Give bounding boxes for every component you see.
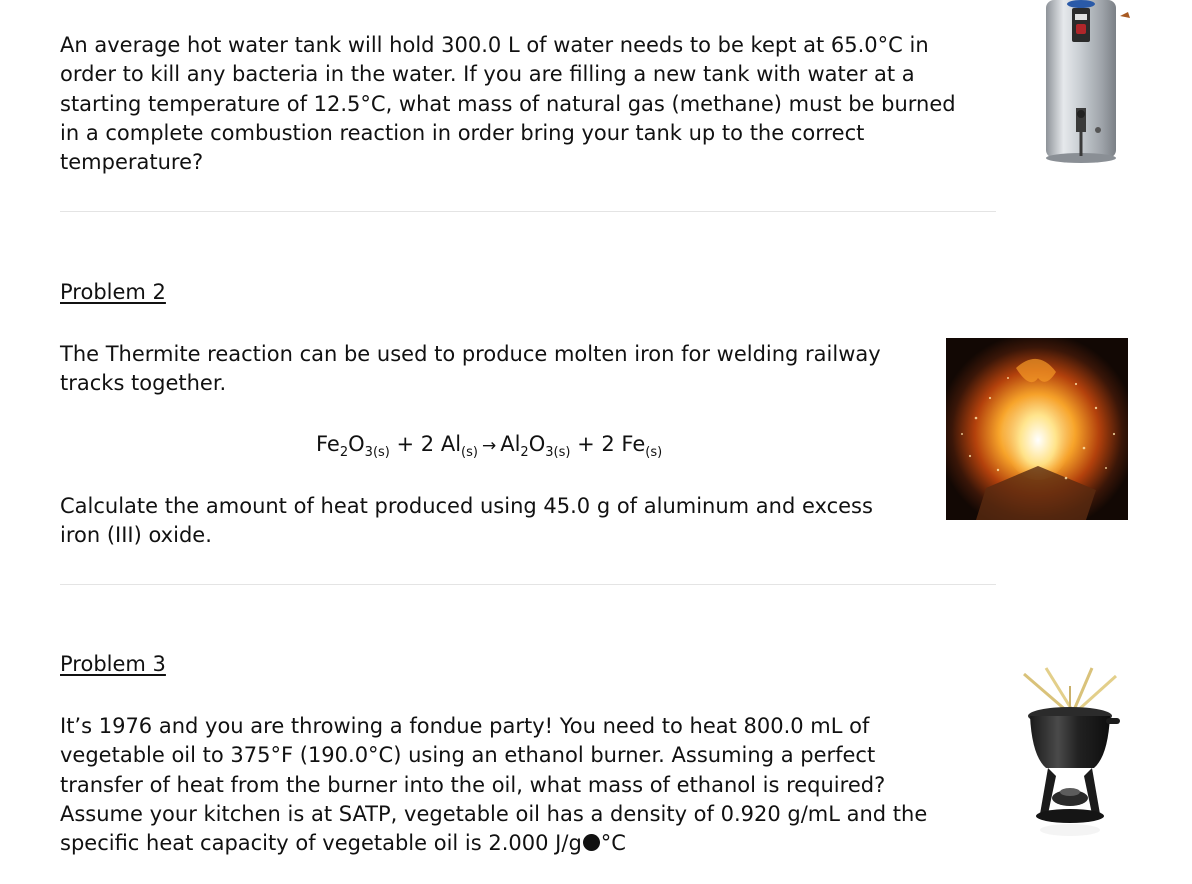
problem-2-question-line: iron (III) oxide. bbox=[60, 523, 212, 548]
equation-subscript: 3(s) bbox=[364, 445, 390, 461]
equation-text: O bbox=[348, 432, 365, 456]
thermite-equation bbox=[316, 429, 662, 461]
problem-2-intro-line: tracks together. bbox=[60, 371, 227, 396]
problem-2-intro-line: The Thermite reaction can be used to produce molten iron for welding railway bbox=[60, 342, 881, 366]
problem-1-line: order to kill any bacteria in the water. If you are filling a new tank with water at a bbox=[60, 62, 915, 87]
problem-1-line: in a complete combustion reaction in order bring your tank up to the correct bbox=[60, 120, 865, 145]
problem-3-line: Assume your kitchen is at SATP, vegetable oil has a density of 0.920 g/mL and the bbox=[60, 801, 928, 826]
problem-3-line bbox=[60, 829, 626, 858]
equation-text: Al bbox=[500, 432, 521, 456]
problem-3-heading: Problem 3 bbox=[60, 652, 166, 676]
problem-3-unit: °C bbox=[600, 831, 626, 856]
problem-1-line: starting temperature of 12.5°C, what mass of natural gas (methane) must be burned bbox=[60, 91, 956, 116]
equation-subscript: 2 bbox=[339, 445, 349, 461]
equation-text: Fe bbox=[316, 432, 340, 456]
section-divider bbox=[60, 584, 996, 585]
equation-subscript: (s) bbox=[645, 445, 663, 461]
equation-text: O bbox=[528, 432, 546, 456]
bullet-dot-icon bbox=[583, 834, 600, 851]
thermite-fire-image bbox=[946, 338, 1128, 520]
equation-text: + 2 Al bbox=[389, 432, 462, 456]
equation-text: + 2 Fe bbox=[570, 432, 646, 456]
problem-1-line: An average hot water tank will hold 300.0 L of water needs to be kept at 65.0°C in bbox=[60, 33, 929, 57]
equation-subscript: (s) bbox=[461, 445, 478, 461]
problem-3-last-line-text: specific heat capacity of vegetable oil is 2.000 J/g bbox=[60, 831, 582, 856]
problem-3-line: It’s 1976 and you are throwing a fondue party! You need to heat 800.0 mL of bbox=[60, 714, 870, 738]
reaction-arrow: → bbox=[481, 436, 497, 456]
water-heater-image bbox=[1036, 0, 1136, 168]
fondue-pot-image bbox=[1018, 664, 1122, 854]
problem-2-question-line: Calculate the amount of heat produced using 45.0 g of aluminum and excess bbox=[60, 494, 873, 518]
equation-subscript: 3(s) bbox=[545, 445, 571, 461]
problem-1-line: temperature? bbox=[60, 150, 204, 175]
equation-subscript: 2 bbox=[520, 445, 529, 461]
problem-3-line: vegetable oil to 375°F (190.0°C) using an ethanol burner. Assuming a perfect bbox=[60, 743, 876, 768]
problem-3-line: transfer of heat from the burner into the oil, what mass of ethanol is required? bbox=[60, 772, 886, 797]
problem-2-heading: Problem 2 bbox=[60, 280, 166, 304]
section-divider bbox=[60, 211, 996, 212]
